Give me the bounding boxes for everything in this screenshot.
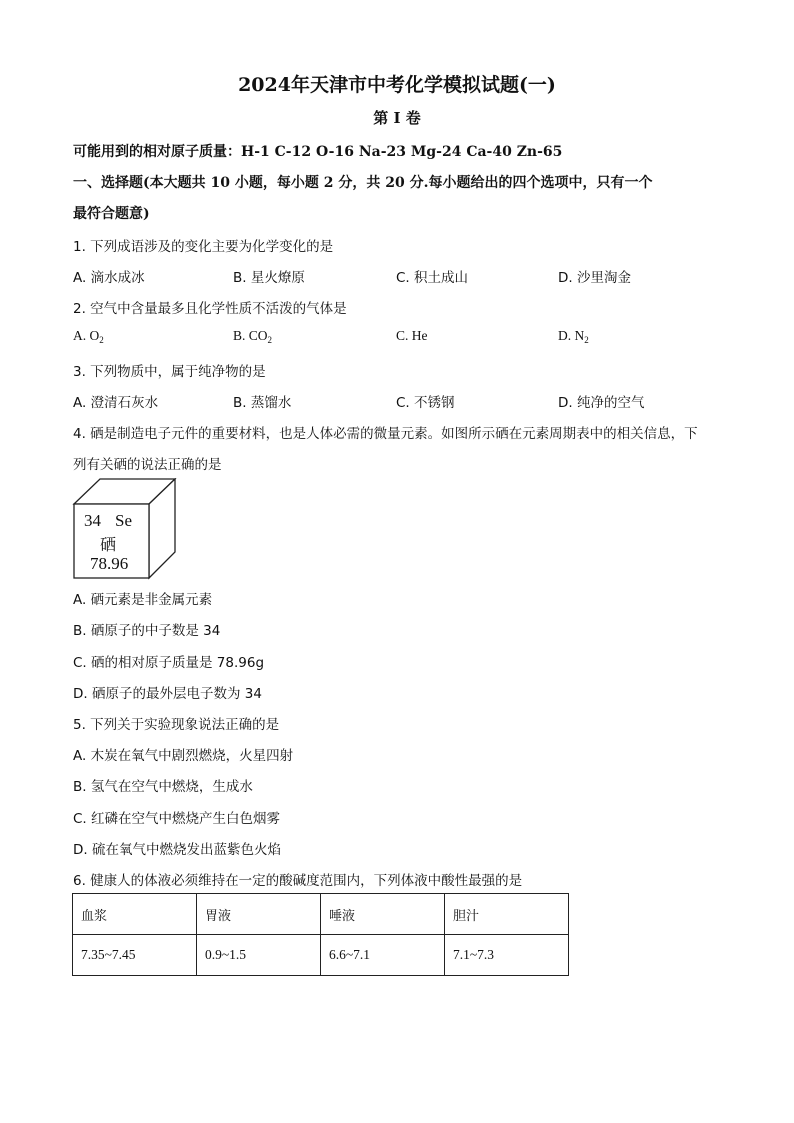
q5-option-b: B. 氢气在空气中燃烧，生成水 <box>73 779 253 795</box>
ph-table-value-row <box>73 935 569 976</box>
section-heading-line2: 最符合题意) <box>73 206 150 222</box>
element-symbol: Se <box>115 511 132 530</box>
q2-option-d: D. $N_2$ <box>558 328 589 345</box>
q5-option-d: D. 硫在氧气中燃烧发出蓝紫色火焰 <box>73 842 281 858</box>
table-cell: 7.35~7.45 <box>73 935 197 976</box>
q4-option-a: A. 硒元素是非金属元素 <box>73 592 213 608</box>
table-cell: 0.9~1.5 <box>197 935 321 976</box>
table-header-cell: 胃液 <box>197 894 321 935</box>
q2-option-b: B. $CO_2$ <box>233 328 273 345</box>
element-name: 硒 <box>100 535 117 554</box>
element-atomic-number: 34 <box>84 511 101 530</box>
exam-title: 2024年天津市中考化学模拟试题(一) <box>238 74 556 96</box>
element-atomic-mass: 78.96 <box>90 554 129 573</box>
q2-option-c: C. He <box>396 328 428 343</box>
q4-option-b: B. 硒原子的中子数是 34 <box>73 623 221 639</box>
q1-option-a: A. 滴水成冰 <box>73 270 145 286</box>
question-6-stem: 6. 健康人的体液必须维持在一定的酸碱度范围内，下列体液中酸性最强的是 <box>73 873 523 889</box>
q3-option-c: C. 不锈钢 <box>396 395 455 411</box>
q1-option-c: C. 积土成山 <box>396 270 469 286</box>
volume-label: 第 I 卷 <box>373 109 421 127</box>
table-header-cell: 血浆 <box>73 894 197 935</box>
table-cell: 7.1~7.3 <box>445 935 569 976</box>
q5-option-a: A. 木炭在氧气中剧烈燃烧，火星四射 <box>73 748 294 764</box>
q2-option-a: A. $O_2$ <box>73 328 104 345</box>
question-2-stem: 2. 空气中含量最多且化学性质不活泼的气体是 <box>73 301 347 317</box>
table-header-cell: 胆汁 <box>445 894 569 935</box>
table-header-cell: 唾液 <box>321 894 445 935</box>
section-heading-line1: 一、选择题(本大题共 10 小题，每小题 2 分，共 20 分.每小题给出的四个选项中，只有一个 <box>73 175 653 191</box>
q3-option-b: B. 蒸馏水 <box>233 395 292 411</box>
q4-option-d: D. 硒原子的最外层电子数为 34 <box>73 686 262 702</box>
q1-option-d: D. 沙里淘金 <box>558 270 631 286</box>
q5-option-c: C. 红磷在空气中燃烧产生白色烟雾 <box>73 811 281 827</box>
q3-option-d: D. 纯净的空气 <box>558 395 645 411</box>
question-3-stem: 3. 下列物质中，属于纯净物的是 <box>73 364 266 380</box>
q1-option-b: B. 星火燎原 <box>233 270 305 286</box>
selenium-element-cube <box>72 478 178 584</box>
ph-table-header-row <box>73 894 569 935</box>
atomic-masses-line: 可能用到的相对原子质量：H-1 C-12 O-16 Na-23 Mg-24 Ca-40 Zn-65 <box>73 144 563 160</box>
q3-option-a: A. 澄清石灰水 <box>73 395 159 411</box>
table-cell: 6.6~7.1 <box>321 935 445 976</box>
question-4-stem-line1: 4. 硒是制造电子元件的重要材料，也是人体必需的微量元素。如图所示硒在元素周期表中的相关信息，下 <box>73 426 698 442</box>
question-1-stem: 1. 下列成语涉及的变化主要为化学变化的是 <box>73 239 334 255</box>
ph-table <box>72 893 569 976</box>
q4-option-c: C. 硒的相对原子质量是 78.96g <box>73 655 265 671</box>
question-5-stem: 5. 下列关于实验现象说法正确的是 <box>73 717 280 733</box>
question-4-stem-line2: 列有关硒的说法正确的是 <box>73 457 222 473</box>
